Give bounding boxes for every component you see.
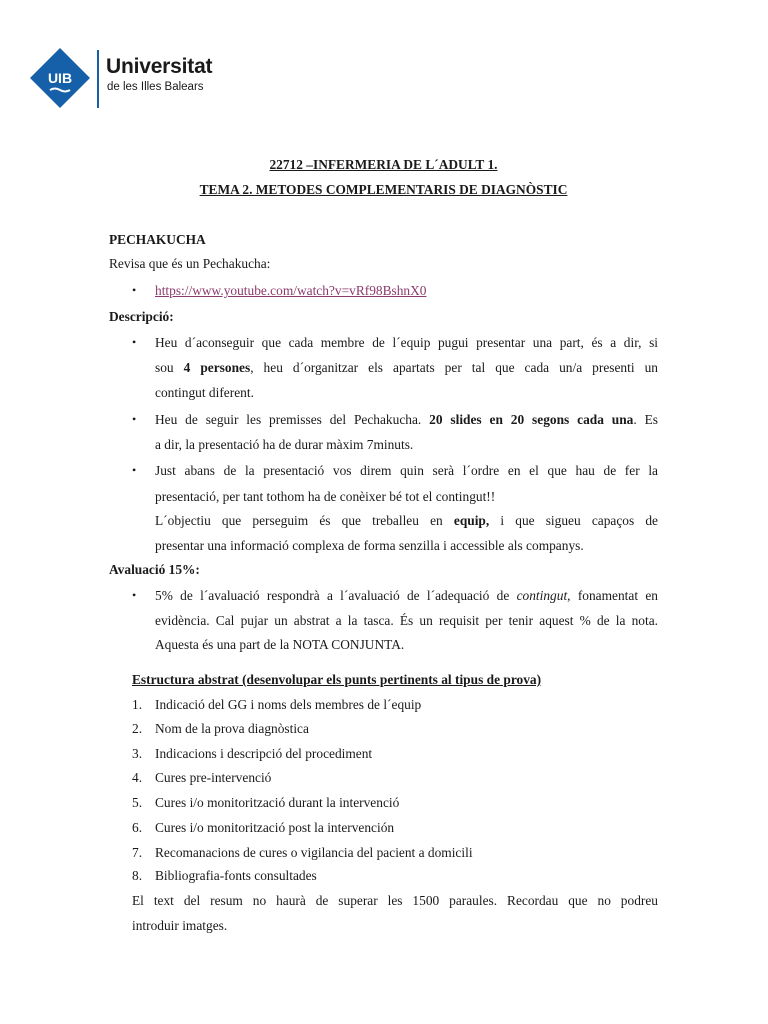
university-subname: de les Illes Balears (107, 81, 204, 93)
uib-logo (28, 46, 228, 110)
list-item-number: 6. (132, 820, 143, 835)
descripcio-heading: Descripció: (109, 309, 174, 324)
university-name: Universitat (106, 55, 213, 78)
avaluacio-line3: Aquesta és una part de la NOTA CONJUNTA. (155, 637, 405, 652)
list-item: Indicació del GG i noms dels membres de l´equip (155, 697, 422, 712)
logo-divider (97, 50, 99, 108)
list-item-number: 4. (132, 770, 143, 785)
bullet-icon: • (132, 463, 137, 477)
youtube-link[interactable]: https://www.youtube.com/watch?v=vRf98BshnX0 (155, 283, 427, 298)
uib-mark-text: UIB (47, 70, 73, 86)
list-item-number: 8. (132, 868, 143, 883)
desc-b1-line2: sou 4 persones, heu d´organitzar els apartats per tal que cada un/a presenti un (155, 360, 658, 375)
pechakucha-intro: Revisa que és un Pechakucha: (109, 256, 271, 271)
bullet-icon: • (132, 335, 137, 349)
list-item: Cures pre-intervenció (155, 770, 272, 785)
list-item: Cures i/o monitorització durant la intervenció (155, 795, 400, 810)
list-item-number: 5. (132, 795, 143, 810)
bullet-icon: • (132, 588, 137, 602)
desc-b2-line1: Heu de seguir les premisses del Pechakucha. 20 slides en 20 segons cada una. Es (155, 412, 658, 427)
course-title: 22712 –INFERMERIA DE L´ADULT 1. (269, 157, 498, 172)
desc-b2-line2: a dir, la presentació ha de durar màxim 7minuts. (155, 437, 414, 452)
desc-b3-line2: presentació, per tant tothom ha de conèixer bé tot el contingut!! (155, 489, 496, 504)
word-limit-note-line1: El text del resum no haurà de superar les 1500 paraules. Recordau que no podreu (132, 893, 658, 908)
avaluacio-line1: 5% de l´avaluació respondrà a l´avaluació de l´adequació de contingut, fonamentat en (155, 588, 658, 603)
desc-b3-line3: L´objectiu que perseguim és que treballeu en equip, i que sigueu capaços de (155, 513, 658, 528)
desc-b1-line1: Heu d´aconseguir que cada membre de l´equip pugui presentar una part, és a dir, si (155, 335, 658, 350)
bullet-icon: • (132, 283, 137, 297)
list-item-number: 3. (132, 746, 143, 761)
list-item: Indicacions i descripció del procediment (155, 746, 373, 761)
list-item-number: 2. (132, 721, 143, 736)
list-item-number: 7. (132, 845, 143, 860)
word-limit-note-line2: introduir imatges. (132, 918, 228, 933)
list-item: Nom de la prova diagnòstica (155, 721, 309, 736)
desc-b1-line3: contingut diferent. (155, 385, 254, 400)
pechakucha-heading: PECHAKUCHA (109, 232, 206, 247)
topic-title: TEMA 2. METODES COMPLEMENTARIS DE DIAGNÒSTIC (199, 182, 568, 197)
desc-b3-line4: presentar una informació complexa de forma senzilla i accessible als companys. (155, 538, 584, 553)
avaluacio-line2: evidència. Cal pujar un abstrat a la tasca. És un requisit per tenir aquest % de la nota. (155, 613, 658, 628)
list-item: Cures i/o monitorització post la intervención (155, 820, 395, 835)
list-item: Recomanacions de cures o vigilancia del pacient a domicili (155, 845, 473, 860)
bullet-icon: • (132, 412, 137, 426)
estructura-heading: Estructura abstrat (desenvolupar els punts pertinents al tipus de prova) (132, 672, 542, 687)
uib-diamond-mark (28, 46, 92, 110)
list-item: Bibliografia-fonts consultades (155, 868, 317, 883)
avaluacio-heading: Avaluació 15%: (109, 562, 200, 577)
list-item-number: 1. (132, 697, 143, 712)
desc-b3-line1: Just abans de la presentació vos direm quin serà l´ordre en el que hau de fer la (155, 463, 658, 478)
